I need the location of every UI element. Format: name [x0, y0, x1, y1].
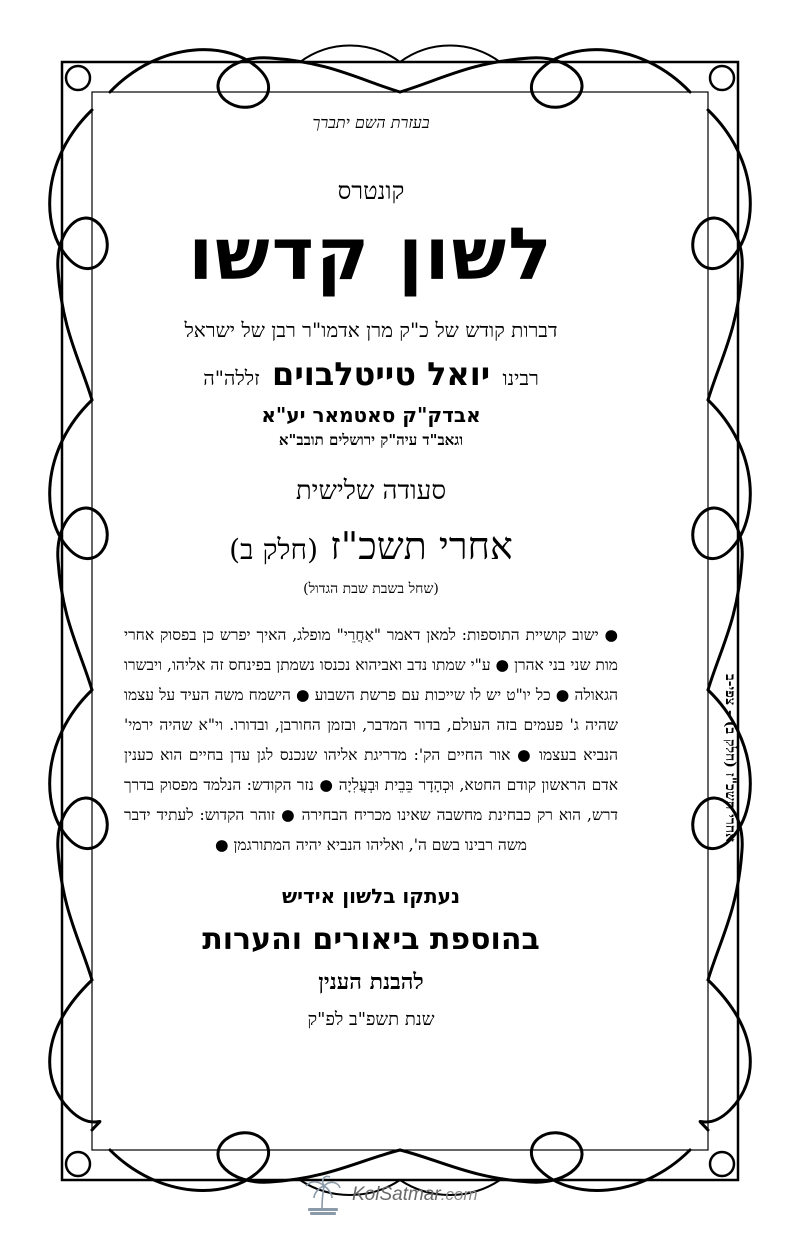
- understanding-note: להבנת הענין: [318, 969, 424, 995]
- author-name: יואל טייטלבוים: [272, 355, 491, 393]
- parsha-part: (חלק ב): [229, 533, 319, 566]
- site-logo[interactable]: [300, 1170, 478, 1220]
- logo-domain: .com: [440, 1185, 478, 1204]
- occasion-label: סעודה שלישית: [295, 476, 447, 506]
- parsha-heading: [120, 524, 622, 569]
- parsha-name: אחרי תשכ"ז: [330, 524, 513, 568]
- additions-note: בהוספת ביאורים והערות: [202, 922, 540, 957]
- author-prefix: רבינו: [502, 366, 539, 390]
- author-line: [120, 355, 622, 393]
- author-title-satmar: אבדק"ק סאטמאר יע"א: [261, 403, 481, 427]
- title-page-content: [120, 105, 622, 1030]
- palm-tree-books-icon: [300, 1172, 346, 1218]
- author-intro: דברות קודש של כ"ק מרן אדמו"ר רבן של ישראל: [184, 318, 558, 342]
- side-label: אחרי תשכ"ז (חלק ב) - צפי-ב: [722, 674, 738, 842]
- logo-name: KolSatmar: [352, 1184, 441, 1205]
- translation-note: נעתקו בלשון אידיש: [281, 884, 461, 908]
- opening-blessing: בעזרת השם יתברך: [312, 113, 430, 132]
- topics-summary: ● ישוב קושיית התוספות: למאן דאמר "אַחֲרֵי" מופלג, האיך יפרש כן בפסוק אחרי מות שני בני אהרן ● ע"י שמתו נדב ואביהוא נכנסו נשמתן בפינחס זה אליהו, ויבשרו הגאולה ● כל יו"ט יש לו שייכות עם פרשת השבוע ● הישמח משה העיד על עצמו שהיה ג' פעמים בזה העולם, בדור המדבר, ובזמן החורבן, ובדורו. וי"א שהיה ירמי' הנביא בעצמו ● אור החיים הק': מדריגת אליהו שנכנס לגן עדן בחיים הוא כענין אדם הראשון קודם החטא, וּכְהָדָר בֵּבֵית וּבְעֲלִיָה ● נזר הקודש: הנלמד מפסוק בדרך דרש, הוא רק כבחינת מחשבה שאינו מכריח הבחירה ● זוהר הקדוש: לעתיד ידבר משה רבינו בשם ה', ואליהו הנביא יהיה המתורגמן ●: [124, 626, 618, 854]
- kuntres-label: קונטרס: [337, 177, 405, 205]
- main-title: לשון קדשו: [188, 212, 554, 296]
- shabbos-note: (שחל בשבת שבת הגדול): [303, 581, 439, 597]
- logo-wordmark: [352, 1184, 478, 1206]
- publication-year: שנת תשפ"ב לפ"ק: [307, 1009, 435, 1030]
- author-title-jerusalem: וגאב"ד עיה"ק ירושלים תובב"א: [278, 431, 464, 449]
- author-suffix: זללה"ה: [203, 366, 260, 390]
